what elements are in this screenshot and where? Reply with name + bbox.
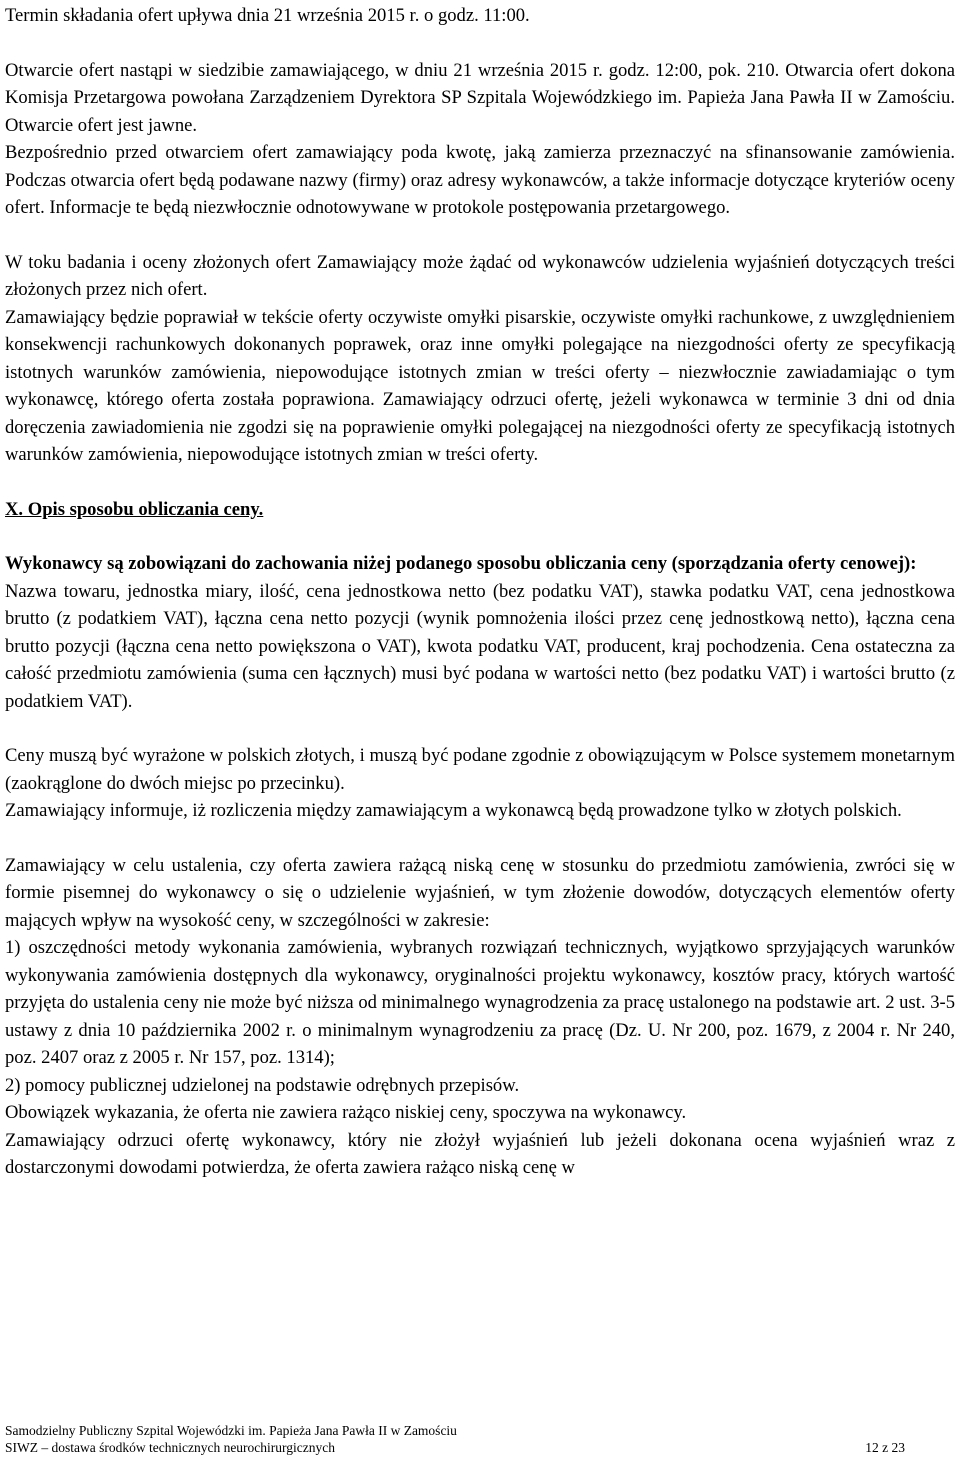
currency-paragraph: Ceny muszą być wyrażone w polskich złotych, i muszą być podane zgodnie z obowiązującym w Polsce systemem monetarnym (zaokrąglone do dwóch miejsc po przecinku). [5, 745, 955, 794]
footer-document-title: SIWZ – dostawa środków technicznych neurochirurgicznych [5, 1440, 336, 1455]
spacer [5, 523, 955, 550]
list-item-2: 2) pomocy publicznej udzielonej na podstawie odrębnych przepisów. [5, 1074, 520, 1096]
section-heading: X. Opis sposobu obliczania ceny. [5, 498, 264, 520]
footer-institution: Samodzielny Publiczny Szpital Wojewódzki im. Papieża Jana Pawła II w Zamościu [5, 1423, 457, 1438]
rejection-paragraph: Zamawiający odrzuci ofertę wykonawcy, który nie złożył wyjaśnień lub jeżeli dokonana ocena wyjaśnień wraz z dostarczonymi dowodami potwierdza, że oferta zawiera rażąco niską cenę w [5, 1129, 955, 1178]
evaluation-paragraph: W toku badania i oceny złożonych ofert Zamawiający może żądać od wykonawców udzielenia wyjaśnień dotyczących treści złożonych przez nich ofert. [5, 251, 955, 300]
footer-page-number: 12 z 23 [865, 1440, 905, 1455]
opening-paragraph: Otwarcie ofert nastąpi w siedzibie zamawiającego, w dniu 21 września 2015 r. godz. 12:00, pok. 210. Otwarcia ofert dokona Komisja Przetargowa powołana Zarządzeniem Dyrektora SP Szpitala Wojewódzkiego im. Papieża Jana Pawła II w Zamościu. Otwarcie ofert jest jawne. [5, 59, 955, 136]
price-method-intro: Wykonawcy są zobowiązani do zachowania niżej podanego sposobu obliczania ceny (sporządzania oferty cenowej): [5, 553, 917, 574]
opening-procedure-paragraph: Bezpośrednio przed otwarciem ofert zamawiający poda kwotę, jaką zamierza przeznaczyć na sfinansowanie zamówienia. Podczas otwarcia ofert będą podawane nazwy (firmy) oraz adresy wykonawców, a także informacje dotyczące kryteriów oceny ofert. Informacje te będą niezwłocznie odnotowywane w protokole postępowania przetargowego. [5, 142, 955, 218]
burden-of-proof-paragraph: Obowiązek wykazania, że oferta nie zawiera rażąco niskiej ceny, spoczywa na wykonawcy. [5, 1102, 687, 1123]
corrections-paragraph: Zamawiający będzie poprawiał w tekście oferty oczywiste omyłki pisarskie, oczywiste omyłki rachunkowe, z uwzględnieniem konsekwencji rachunkowych dokonanych poprawek, oraz inne omyłki polegające na niezgodności oferty ze specyfikacją istotnych warunków zamówienia, niepowodujące istotnych zmian w treści oferty – niezwłocznie zawiadamiając o tym wykonawcę, którego oferta została poprawiona. Zamawiający odrzuci ofertę, jeżeli wykonawca w terminie 3 dni od dnia doręczenia zawiadomienia nie zgodzi się na poprawienie omyłki polegającej na niezgodności oferty ze specyfikacją istotnych warunków zamówienia, niepowodujące istotnych zmian w treści oferty. [5, 306, 955, 465]
spacer [5, 825, 955, 852]
spacer [5, 469, 955, 496]
list-item-1: 1) oszczędności metody wykonania zamówienia, wybranych rozwiązań technicznych, wyjątkowo sprzyjających warunków wykonywania zamówienia dostępnych dla wykonawcy, oryginalności projektu wykonawcy, kosztów pracy, których wartość przyjęta do ustalenia ceny nie może być niższa od minimalnego wynagrodzenia za pracę ustalonego na podstawie art. 2 ust. 3-5 ustawy z dnia 10 października 2002 r. o minimalnym wynagrodzeniu za pracę (Dz. U. Nr 200, poz. 1679, z 2004 r. Nr 240, poz. 2407 oraz z 2005 r. Nr 157, poz. 1314); [5, 937, 955, 1068]
spacer [5, 30, 955, 57]
price-components-paragraph: Nazwa towaru, jednostka miary, ilość, cena jednostkowa netto (bez podatku VAT), stawka podatku VAT, cena jednostkowa brutto (z podatkiem VAT), łączna cena netto pozycji (wynik pomnożenia ilości przez cenę jednostkową netto), łączna cena brutto pozycji (łączna cena netto powiększona o VAT), kwota podatku VAT, producent, kraj pochodzenia. Cena ostateczna za całość przedmiotu zamówienia (suma cen łącznych) musi być podana w wartości netto (bez podatku VAT) i wartości brutto (z podatkiem VAT). [5, 580, 955, 712]
document-body [5, 2, 955, 1182]
spacer [5, 222, 955, 249]
settlement-paragraph: Zamawiający informuje, iż rozliczenia między zamawiającym a wykonawcą będą prowadzone tylko w złotych polskich. [5, 800, 902, 821]
page-footer [5, 1422, 955, 1456]
deadline-paragraph: Termin składania ofert upływa dnia 21 września 2015 r. o godz. 11:00. [5, 5, 530, 26]
spacer [5, 715, 955, 742]
low-price-paragraph: Zamawiający w celu ustalenia, czy oferta zawiera rażącą niską cenę w stosunku do przedmiotu zamówienia, zwróci się w formie pisemnej do wykonawcy o się o udzielenie wyjaśnień, w tym złożenie dowodów, dotyczących elementów oferty mających wpływ na wysokość ceny, w szczególności w zakresie: [5, 854, 955, 931]
